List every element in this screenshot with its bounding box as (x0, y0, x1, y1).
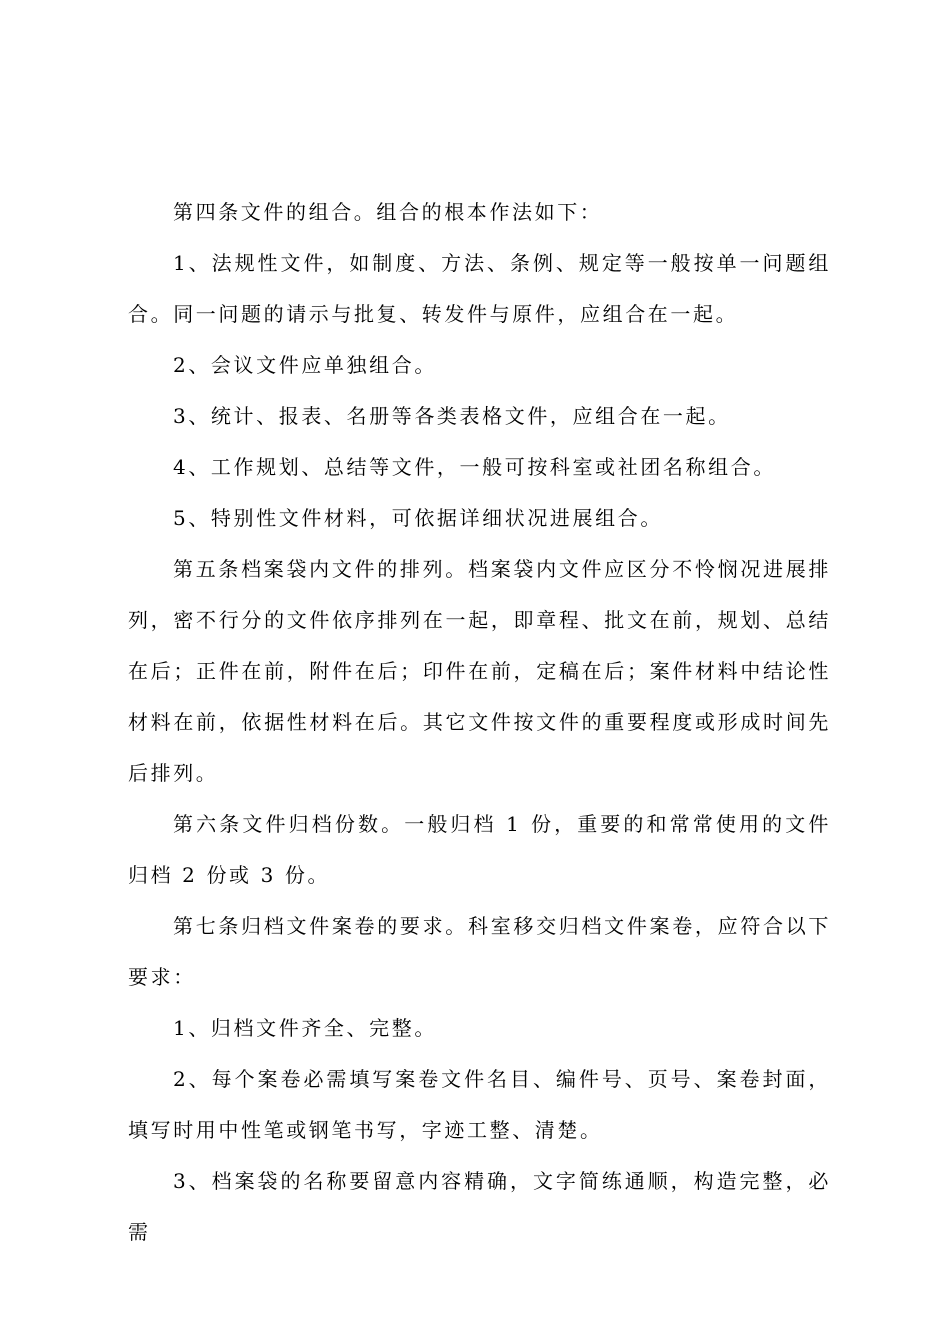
paragraph-article-4: 第四条文件的组合。组合的根本作法如下： (173, 200, 603, 224)
paragraph-item-4: 4、工作规划、总结等文件，一般可按科室或社团名称组合。 (173, 455, 776, 479)
paragraph-article-7: 第七条归档文件案卷的要求。科室移交归档文件案卷，应符合以下要求： (128, 914, 831, 989)
paragraph-item-3: 3、统计、报表、名册等各类表格文件，应组合在一起。 (173, 404, 731, 428)
document-body (128, 187, 831, 1258)
paragraph-item-5: 5、特别性文件材料，可依据详细状况进展组合。 (173, 506, 663, 530)
paragraph-req-3: 3、档案袋的名称要留意内容精确，文字简练通顺，构造完整，必需 (128, 1169, 831, 1244)
paragraph-article-5: 第五条档案袋内文件的排列。档案袋内文件应区分不怜悯况进展排列，密不行分的文件依序排列在一起，即章程、批文在前，规划、总结在后；正件在前，附件在后；印件在前，定稿在后；案件材料中结论性材料在前，依据性材料在后。其它文件按文件的重要程度或形成时间先后排列。 (128, 557, 831, 785)
paragraph-item-1: 1、法规性文件，如制度、方法、条例、规定等一般按单一问题组合。同一问题的请示与批复、转发件与原件，应组合在一起。 (128, 251, 831, 326)
paragraph-item-2: 2、会议文件应单独组合。 (173, 353, 437, 377)
paragraph-req-2: 2、每个案卷必需填写案卷文件名目、编件号、页号、案卷封面，填写时用中性笔或钢笔书写，字迹工整、清楚。 (128, 1067, 831, 1142)
paragraph-article-6: 第六条文件归档份数。一般归档 1 份，重要的和常常使用的文件归档 2 份或 3 份。 (128, 812, 831, 887)
paragraph-req-1: 1、归档文件齐全、完整。 (173, 1016, 437, 1040)
